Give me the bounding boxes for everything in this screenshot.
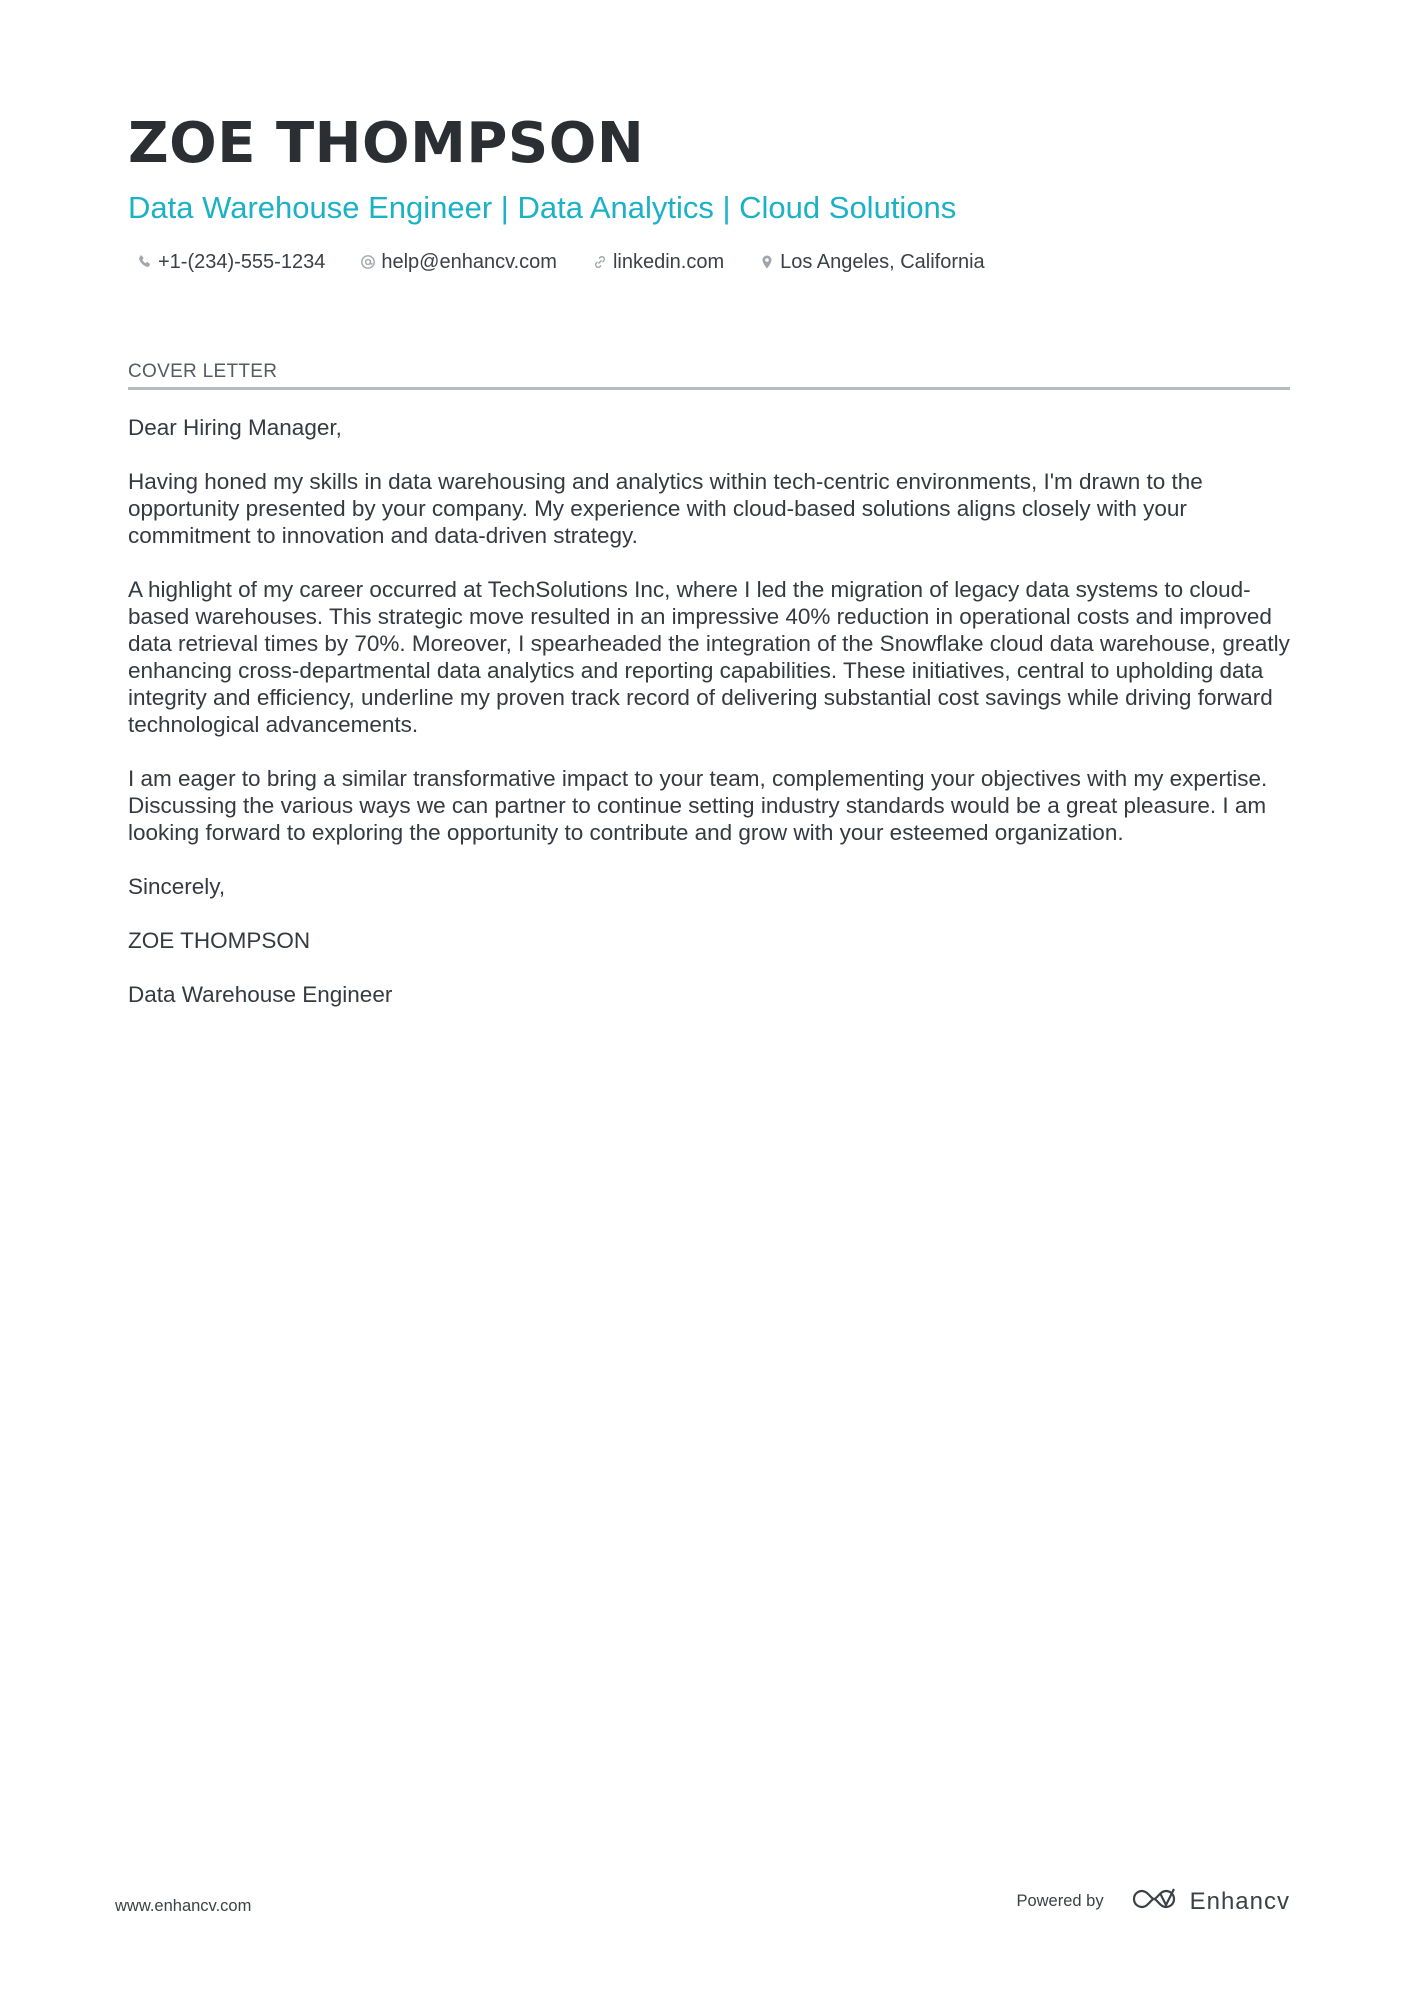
contact-linkedin[interactable] bbox=[583, 248, 724, 276]
letter-closing: Sincerely, bbox=[128, 874, 226, 899]
contact-location bbox=[750, 248, 985, 276]
contact-linkedin-text: linkedin.com bbox=[612, 251, 725, 273]
footer-branding bbox=[1016, 1886, 1290, 1917]
powered-by-label: Powered by bbox=[1016, 1892, 1104, 1910]
candidate-name: ZOE THOMPSON bbox=[128, 111, 645, 176]
contact-phone[interactable] bbox=[128, 248, 325, 276]
letter-paragraph-3: I am eager to bring a similar transformative impact to your team, complementing your objectives with my expertise. Discussing the various ways we can partner to continue setting industry standards would be a great pleasure. I am looking forward to exploring the opportunity to contribute and grow with your esteemed organization. bbox=[128, 766, 1268, 845]
section-title: COVER LETTER bbox=[128, 360, 1290, 390]
signature-title: Data Warehouse Engineer bbox=[128, 982, 393, 1007]
letter-greeting: Dear Hiring Manager, bbox=[128, 415, 342, 440]
candidate-headline: Data Warehouse Engineer | Data Analytics | Cloud Solutions bbox=[128, 190, 957, 225]
contact-email-text: help@enhancv.com bbox=[381, 251, 557, 273]
footer-website[interactable]: www.enhancv.com bbox=[115, 1897, 252, 1915]
brand-name: Enhancv bbox=[1189, 1887, 1290, 1915]
location-pin-icon bbox=[758, 253, 776, 271]
contact-phone-text: +1-(234)-555-1234 bbox=[158, 251, 326, 273]
contact-email[interactable] bbox=[351, 248, 557, 276]
enhancv-logo[interactable] bbox=[1130, 1886, 1290, 1917]
link-icon bbox=[591, 253, 609, 271]
contact-bar bbox=[128, 248, 1288, 276]
letter-body bbox=[128, 414, 1290, 1008]
phone-icon bbox=[136, 253, 154, 271]
enhancv-logo-icon bbox=[1130, 1886, 1190, 1917]
letter-paragraph-1: Having honed my skills in data warehousing and analytics within tech-centric environments, I'm drawn to the opportunity presented by your company. My experience with cloud-based solutions aligns closely with your commitment to innovation and data-driven strategy. bbox=[128, 469, 1203, 548]
signature-name: ZOE THOMPSON bbox=[128, 928, 311, 953]
cover-letter-section bbox=[128, 360, 1290, 1035]
at-icon bbox=[359, 253, 377, 271]
letter-paragraph-2: A highlight of my career occurred at TechSolutions Inc, where I led the migration of legacy data systems to cloud-based warehouses. This strategic move resulted in an impressive 40% reduction in operational costs and improved data retrieval times by 70%. Moreover, I spearheaded the integration of the Snowflake cloud data warehouse, greatly enhancing cross-departmental data analytics and reporting capabilities. These initiatives, central to upholding data integrity and efficiency, underline my proven track record of delivering substantial cost savings while driving forward technological advancements. bbox=[128, 577, 1290, 737]
resume-header bbox=[128, 108, 1288, 276]
contact-location-text: Los Angeles, California bbox=[780, 251, 985, 273]
